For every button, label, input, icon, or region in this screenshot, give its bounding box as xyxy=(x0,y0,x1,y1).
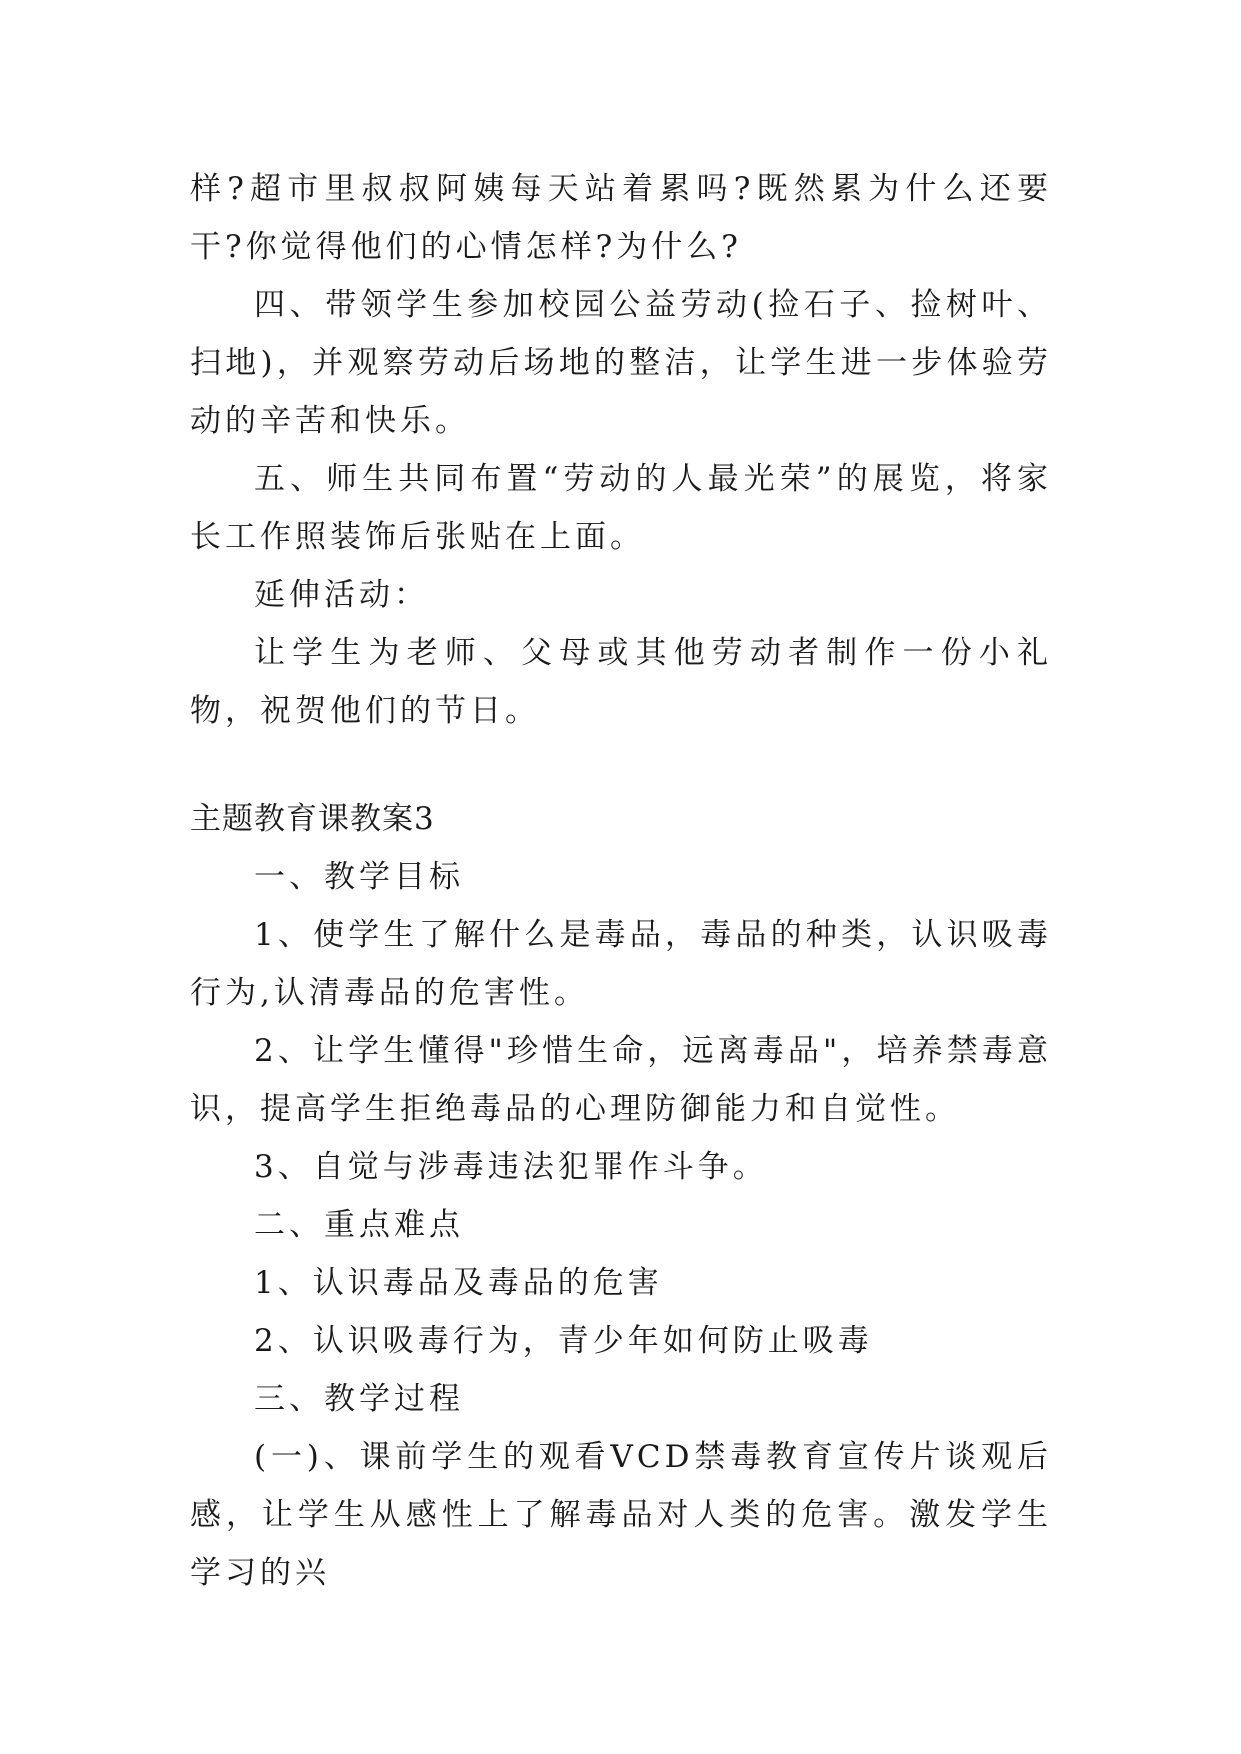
section-gap xyxy=(190,740,1052,790)
paragraph-key-point-1: 1、认识毒品及毒品的危害 xyxy=(254,1265,663,1301)
paragraph-process-heading: 三、教学过程 xyxy=(254,1381,464,1417)
paragraph-process-1: (一)、课前学生的观看VCD禁毒教育宣传片谈观后感，让学生从感性上了解毒品对人类的危害。激发学生学习的兴 xyxy=(190,1439,1052,1591)
document-page xyxy=(190,160,1052,1602)
paragraph-goal-1: 1、使学生了解什么是毒品，毒品的种类，认识吸毒行为,认清毒品的危害性。 xyxy=(190,917,1052,1011)
paragraph-extension-body: 让学生为老师、父母或其他劳动者制作一份小礼物，祝贺他们的节日。 xyxy=(190,635,1052,729)
paragraph-goal-3: 3、自觉与涉毒违法犯罪作斗争。 xyxy=(254,1149,768,1185)
section-title: 主题教育课教案3 xyxy=(190,801,435,837)
paragraph-key-points-heading: 二、重点难点 xyxy=(254,1207,464,1243)
paragraph-step-four: 四、带领学生参加校园公益劳动(捡石子、捡树叶、扫地)，并观察劳动后场地的整洁，让学生进一步体验劳动的辛苦和快乐。 xyxy=(190,287,1052,439)
paragraph-step-five: 五、师生共同布置“劳动的人最光荣”的展览，将家长工作照装饰后张贴在上面。 xyxy=(190,461,1052,555)
paragraph-goal-2: 2、让学生懂得"珍惜生命，远离毒品"，培养禁毒意识，提高学生拒绝毒品的心理防御能力和自觉性。 xyxy=(190,1033,1052,1127)
paragraph-goals-heading: 一、教学目标 xyxy=(254,859,464,895)
paragraph-key-point-2: 2、认识吸毒行为，青少年如何防止吸毒 xyxy=(254,1323,873,1359)
paragraph-continued: 样?超市里叔叔阿姨每天站着累吗?既然累为什么还要干?你觉得他们的心情怎样?为什么? xyxy=(190,171,1052,265)
paragraph-extension-heading: 延伸活动： xyxy=(254,577,429,613)
